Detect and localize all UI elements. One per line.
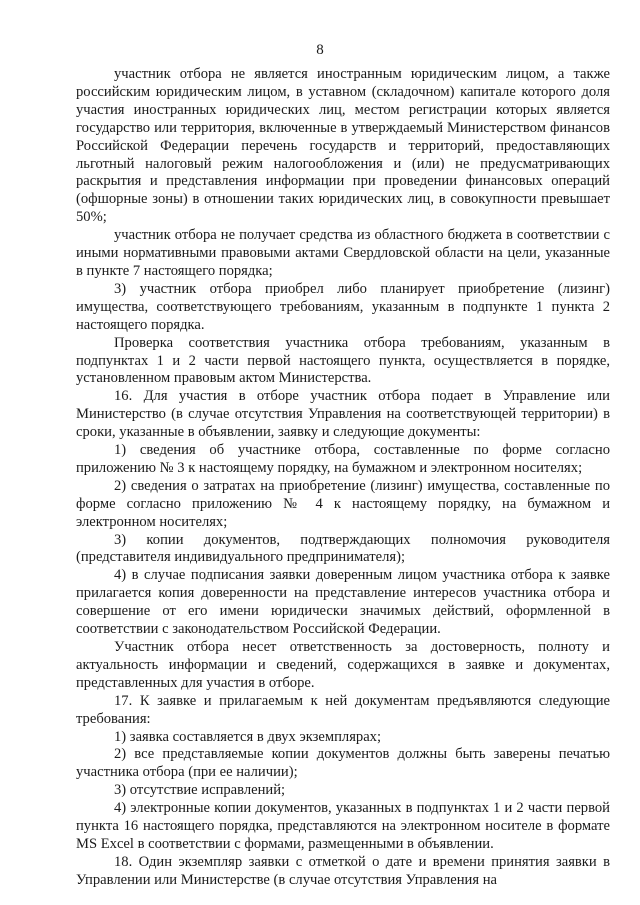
paragraph: 1) сведения об участнике отбора, составленные по форме согласно приложению № 3 к настоящему порядку, на бумажном и электронном носителях; — [76, 442, 610, 476]
paragraph: Участник отбора несет ответственность за достоверность, полноту и актуальность информации и сведений, содержащихся в заявке и документах, представленных для участия в отборе. — [76, 639, 610, 691]
paragraph: 16. Для участия в отборе участник отбора подает в Управление или Министерство (в случае отсутствия Управления на соответствующей территории) в сроки, указанные в объявлении, заявку и следующие документы: — [76, 388, 610, 441]
page-number: 8 — [316, 42, 324, 58]
paragraph: участник отбора не является иностранным юридическим лицом, а также российским юридическим лицом, в уставном (складочном) капитале которого доля участия иностранных юридических лиц, местом регистрации которых является государство или территория, включенные в утверждаемый Министерством финансов Российской Федерации перечень государств и территорий, предоставляющих льготный налоговый режим налогообложения и (или) не предусматривающих раскрытия и представления информации при проведении финансовых операций (офшорные зоны) в отношении таких юридических лиц, в совокупности превышает 50%; — [76, 66, 610, 226]
paragraph: 18. Один экземпляр заявки с отметкой о дате и времени принятия заявки в Управлении или Министерстве (в случае отсутствия Управления на — [76, 853, 610, 888]
paragraph: 3) отсутствие исправлений; — [114, 782, 286, 799]
paragraph: 3) участник отбора приобрел либо планирует приобретение (лизинг) имущества, соответствующего требованиям, указанным в подпункте 1 пункта 2 настоящего порядка. — [76, 280, 610, 333]
paragraph: 4) электронные копии документов, указанных в подпунктах 1 и 2 части первой пункта 16 настоящего порядка, представляются на электронном носителе в формате MS Excel в соответствии с формами, размещенными в объявлении. — [76, 800, 610, 852]
paragraph: 3) копии документов, подтверждающих полномочия руководителя (представителя индивидуального предпринимателя); — [76, 531, 610, 566]
paragraph: Проверка соответствия участника отбора требованиям, указанным в подпунктах 1 и 2 части первой настоящего пункта, осуществляется в порядке, установленном правовым актом Министерства. — [76, 334, 610, 387]
paragraph: 2) все представляемые копии документов должны быть заверены печатью участника отбора (при ее наличии); — [76, 746, 610, 781]
paragraph: 2) сведения о затратах на приобретение (лизинг) имущества, составленные по форме согласно приложению № 4 к настоящему порядку, на бумажном и электронном носителях; — [76, 477, 610, 530]
paragraph: 1) заявка составляется в двух экземплярах; — [114, 728, 382, 745]
paragraph: 17. К заявке и прилагаемым к ней документам предъявляются следующие требования: — [76, 692, 610, 727]
paragraph: 4) в случае подписания заявки доверенным лицом участника отбора к заявке прилагается копия доверенности на представление интересов участника отбора и совершение от его имени юридически значимых действий, оформленной в соответствии с законодательством Российской Федерации. — [76, 567, 610, 638]
paragraph: участник отбора не получает средства из областного бюджета в соответствии с иными нормативными правовыми актами Свердловской области на цели, указанные в пункте 7 настоящего порядка; — [76, 227, 610, 279]
document-body — [76, 66, 610, 890]
